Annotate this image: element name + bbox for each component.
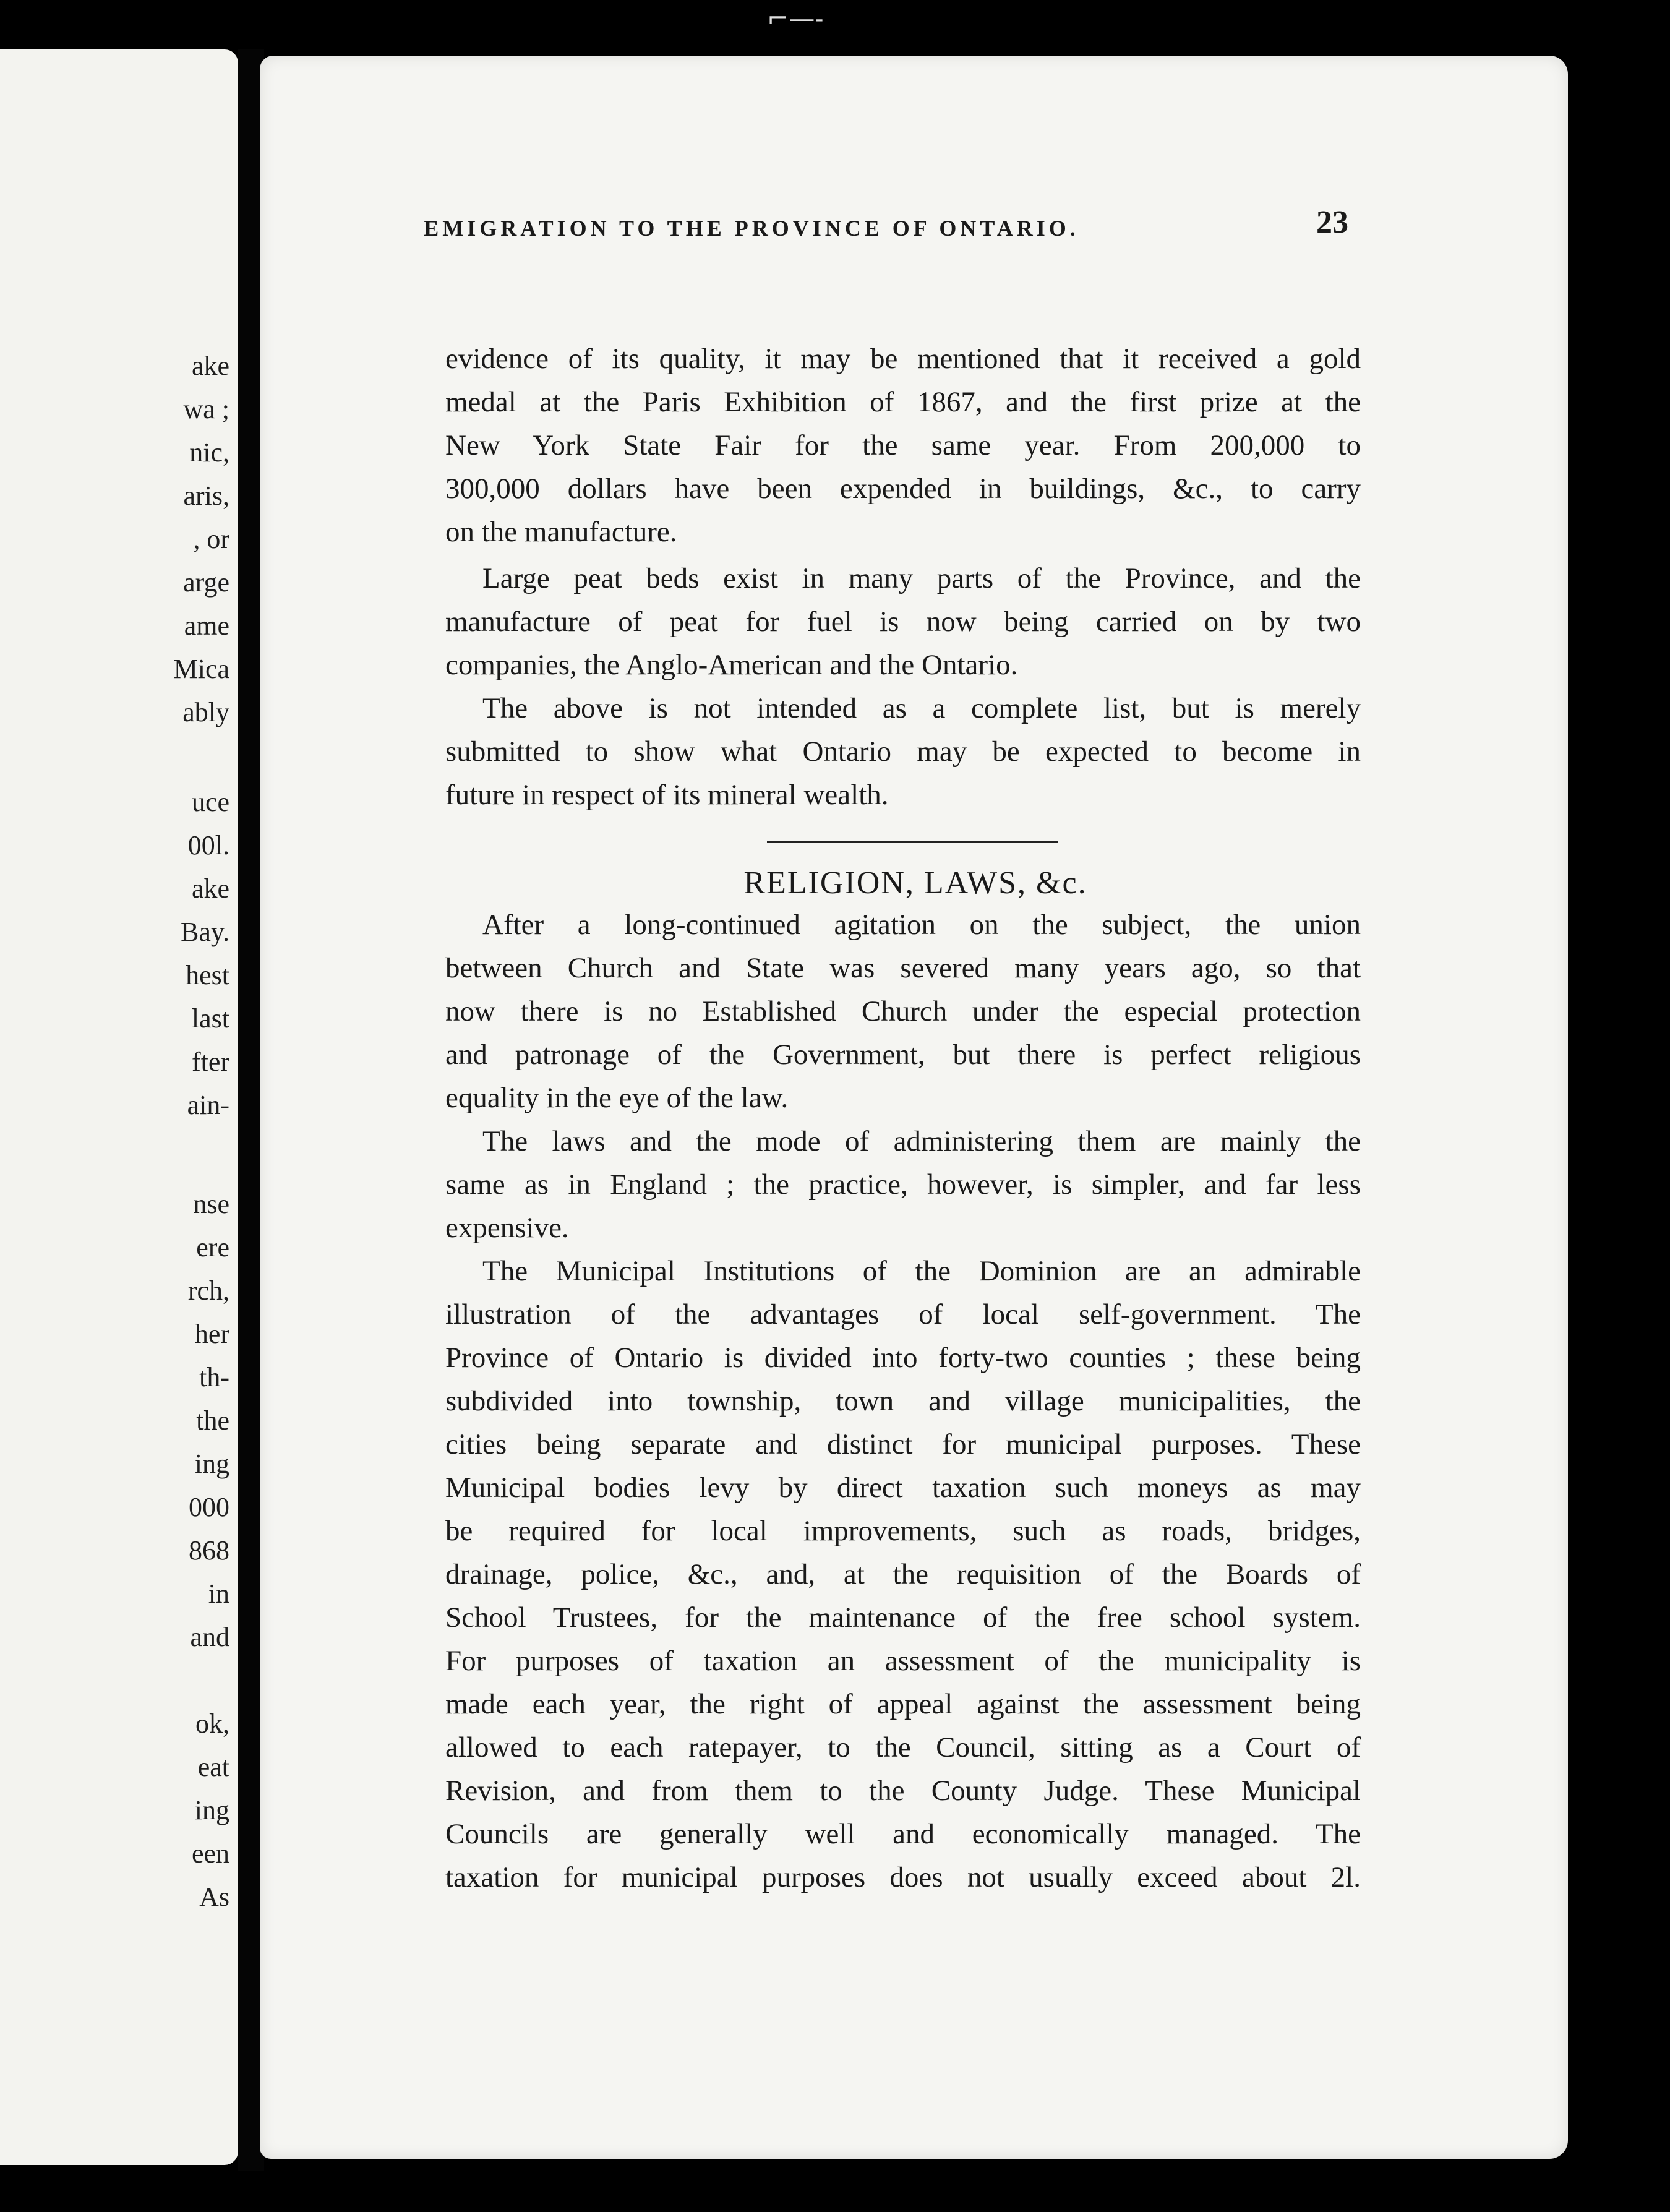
- body-line: Revision, and from them to the County Judge. These Municipal: [445, 1775, 1361, 1807]
- body-line: between Church and State was severed many years ago, so that: [445, 952, 1361, 984]
- body-line: For purposes of taxation an assessment of the municipality is: [445, 1645, 1361, 1677]
- facing-page-fragment: ably: [182, 697, 229, 727]
- body-line: Province of Ontario is divided into forty-two counties ; these being: [445, 1342, 1361, 1374]
- facing-page-fragment: ame: [184, 611, 229, 641]
- body-line: Councils are generally well and economically managed. The: [445, 1818, 1361, 1850]
- facing-page-fragment: een: [191, 1838, 229, 1869]
- facing-page-fragment: wa ;: [183, 394, 229, 424]
- body-line: made each year, the right of appeal against the assessment being: [445, 1688, 1361, 1720]
- facing-page-fragment: arge: [183, 567, 229, 598]
- facing-page-fragment: nic,: [189, 437, 229, 468]
- body-line: on the manufacture.: [445, 516, 677, 548]
- facing-page-fragment: ake: [191, 873, 229, 904]
- facing-page-fragment: the: [196, 1405, 229, 1436]
- body-line: cities being separate and distinct for municipal purposes. These: [445, 1428, 1361, 1460]
- facing-page-fragment: nse: [193, 1189, 229, 1219]
- facing-page-fragment: As: [199, 1882, 229, 1912]
- facing-page-fragment: rch,: [187, 1275, 229, 1306]
- body-line: Large peat beds exist in many parts of the Province, and the: [482, 562, 1361, 594]
- body-line: expensive.: [445, 1212, 569, 1244]
- body-line: manufacture of peat for fuel is now being carried on by two: [445, 606, 1361, 638]
- margin-mark: ⌐—‑: [767, 3, 824, 33]
- page-number: 23: [1316, 205, 1348, 240]
- facing-page-fragment: eat: [197, 1752, 229, 1782]
- body-line: submitted to show what Ontario may be expected to become in: [445, 735, 1361, 768]
- body-line: equality in the eye of the law.: [445, 1082, 789, 1114]
- body-line: Municipal bodies levy by direct taxation such moneys as may: [445, 1472, 1361, 1504]
- body-line: future in respect of its mineral wealth.: [445, 779, 889, 811]
- facing-page-edge: [0, 49, 238, 2165]
- section-heading: RELIGION, LAWS, &c.: [743, 865, 1087, 901]
- facing-page-fragment: ake: [191, 351, 229, 381]
- body-line: medal at the Paris Exhibition of 1867, and the first prize at the: [445, 386, 1361, 418]
- facing-page-fragment: fter: [191, 1047, 229, 1077]
- facing-page-fragment: 000: [189, 1492, 229, 1522]
- facing-page-fragment: th-: [199, 1362, 229, 1392]
- body-line: The laws and the mode of administering them are mainly the: [482, 1125, 1361, 1157]
- facing-page-fragment: Mica: [173, 654, 229, 684]
- body-line: be required for local improvements, such as roads, bridges,: [445, 1515, 1361, 1547]
- body-line: subdivided into township, town and village municipalities, the: [445, 1385, 1361, 1417]
- body-line: illustration of the advantages of local self-government. The: [445, 1298, 1361, 1331]
- body-line: and patronage of the Government, but there is perfect religious: [445, 1039, 1361, 1071]
- body-line: evidence of its quality, it may be mentioned that it received a gold: [445, 343, 1361, 375]
- facing-page-fragment: Bay.: [180, 917, 229, 947]
- facing-page-fragment: ok,: [195, 1708, 229, 1739]
- facing-page-fragment: in: [208, 1579, 229, 1609]
- body-line: The above is not intended as a complete list, but is merely: [482, 692, 1361, 724]
- body-line: drainage, police, &c., and, at the requisition of the Boards of: [445, 1558, 1361, 1590]
- body-line: same as in England ; the practice, however, is simpler, and far less: [445, 1168, 1361, 1201]
- running-head: EMIGRATION TO THE PROVINCE OF ONTARIO.: [424, 216, 1079, 241]
- section-divider: [767, 841, 1058, 843]
- facing-page-fragment: and: [190, 1622, 229, 1652]
- body-line: taxation for municipal purposes does not usually exceed about 2l.: [445, 1861, 1361, 1893]
- facing-page-fragment: ing: [194, 1449, 229, 1479]
- facing-page-fragment: ain-: [187, 1090, 229, 1120]
- facing-page-fragment: ing: [194, 1795, 229, 1825]
- facing-page-fragment: 00l.: [187, 830, 229, 860]
- body-line: New York State Fair for the same year. From 200,000 to: [445, 429, 1361, 461]
- facing-page-fragment: , or: [193, 524, 229, 554]
- body-line: allowed to each ratepayer, to the Council, sitting as a Court of: [445, 1731, 1361, 1764]
- facing-page-fragment: hest: [186, 960, 229, 990]
- facing-page-fragment: uce: [191, 787, 229, 817]
- facing-page-fragment: 868: [189, 1535, 229, 1566]
- body-line: The Municipal Institutions of the Dominion are an admirable: [482, 1255, 1361, 1287]
- facing-page-fragment: aris,: [183, 481, 229, 511]
- body-line: School Trustees, for the maintenance of the free school system.: [445, 1601, 1361, 1634]
- facing-page-fragment: last: [191, 1003, 229, 1034]
- facing-page-fragment: ere: [196, 1232, 229, 1262]
- facing-page-fragment: her: [194, 1319, 229, 1349]
- body-line: companies, the Anglo-American and the Ontario.: [445, 649, 1018, 681]
- body-line: After a long-continued agitation on the subject, the union: [482, 909, 1361, 941]
- body-line: 300,000 dollars have been expended in buildings, &c., to carry: [445, 473, 1361, 505]
- body-line: now there is no Established Church under the especial protection: [445, 995, 1361, 1027]
